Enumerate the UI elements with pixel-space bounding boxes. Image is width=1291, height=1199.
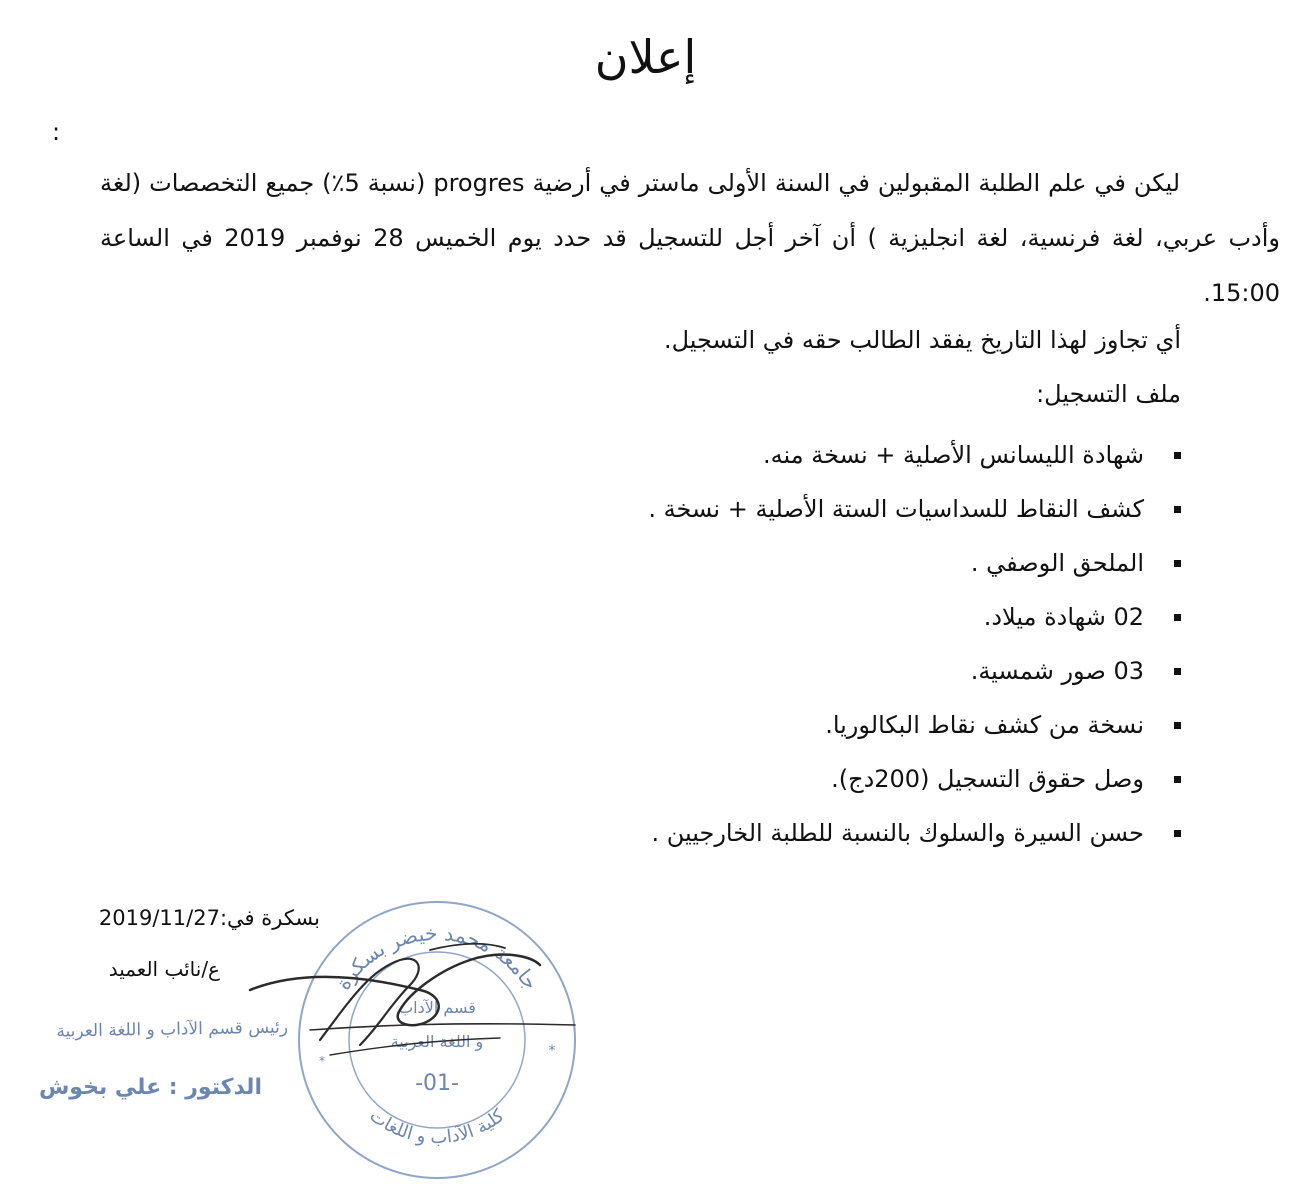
list-item: كشف النقاط للسداسيات الستة الأصلية + نسخة . xyxy=(648,482,1181,536)
star-icon: * xyxy=(319,1054,325,1068)
star-icon: * xyxy=(548,1043,556,1059)
bullet-icon xyxy=(1174,830,1181,837)
bullet-icon xyxy=(1174,722,1181,729)
stamp-doctor-name: الدكتور : علي بخوش xyxy=(38,1075,262,1100)
stamp-arc-bottom: كلية الآداب و اللغات xyxy=(365,1105,509,1149)
list-item: الملحق الوصفي . xyxy=(648,536,1181,590)
bullet-icon xyxy=(1174,452,1181,459)
page-title: إعلان xyxy=(594,30,697,84)
intro-paragraph xyxy=(100,156,1280,321)
bullet-icon xyxy=(1174,614,1181,621)
intro-text: ليكن في علم الطلبة المقبولين في السنة الأولى ماستر في أرضية progres (نسبة 5٪) جميع التخصصات (لغة وأدب عربي، لغة فرنسية، لغة انجليزية ) أن آخر أجل للتسجيل قد حدد يوم الخميس 28 نوفمبر 2019 في الساعة 15:00. xyxy=(100,169,1280,307)
handwritten-signature xyxy=(240,930,580,1070)
list-item: وصل حقوق التسجيل (200دج). xyxy=(648,752,1181,806)
bullet-icon xyxy=(1174,560,1181,567)
stamp-number: -01- xyxy=(415,1071,459,1096)
list-item: 02 شهادة ميلاد. xyxy=(648,590,1181,644)
list-item: نسخة من كشف نقاط البكالوريا. xyxy=(648,698,1181,752)
list-item: شهادة الليسانس الأصلية + نسخة منه. xyxy=(648,428,1181,482)
stamp-mid-line-1: قسم الآداب xyxy=(398,998,476,1017)
signature-role: ع/نائب العميد xyxy=(108,957,220,981)
bullet-icon xyxy=(1174,506,1181,513)
requirements-list xyxy=(648,428,1181,860)
stamp-mid-line-2: و اللغة العربية xyxy=(390,1032,484,1051)
stamp-arc-top: جامعة محمد خيضر بسكرة xyxy=(330,920,544,995)
bullet-icon xyxy=(1174,776,1181,783)
colon-mark: : xyxy=(52,118,61,146)
file-heading: ملف التسجيل: xyxy=(1036,380,1181,408)
warning-line: أي تجاوز لهذا التاريخ يفقد الطالب حقه في التسجيل. xyxy=(664,326,1181,354)
signature-place-date: بسكرة في:2019/11/27 xyxy=(98,906,320,930)
bullet-icon xyxy=(1174,668,1181,675)
list-item: 03 صور شمسية. xyxy=(648,644,1181,698)
stamp-dept-head: رئيس قسم الآداب و اللغة العربية xyxy=(56,1017,289,1042)
list-item: حسن السيرة والسلوك بالنسبة للطلبة الخارجيين . xyxy=(648,806,1181,860)
